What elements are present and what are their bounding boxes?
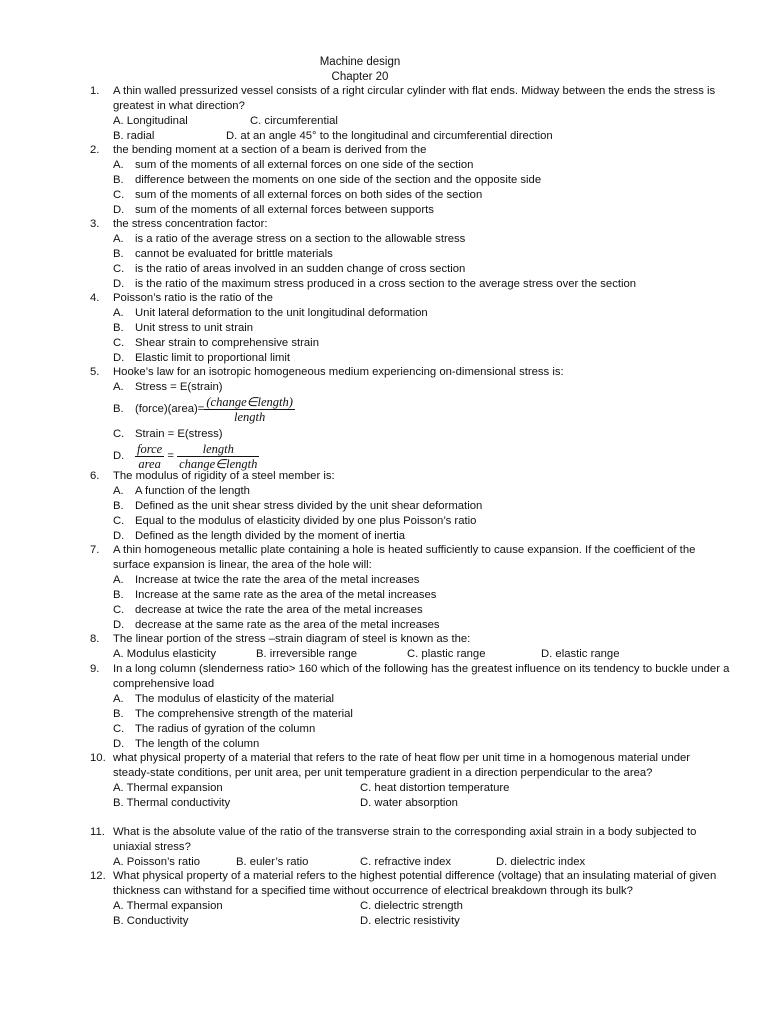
question-number: 7. xyxy=(90,544,100,556)
question-number: 3. xyxy=(90,218,100,230)
option-a: A. Thermal expansion xyxy=(113,781,223,794)
option-d: D. water absorption xyxy=(360,796,458,809)
question-number: 12. xyxy=(90,870,106,882)
option-b: B. Defined as the unit shear stress divided by the unit shear deformation xyxy=(113,499,483,512)
question-text: A thin walled pressurized vessel consists of a right circular cylinder with flat ends. Midway between the ends the stress is greatest in what direction? xyxy=(113,85,716,112)
option-c: C. decrease at twice the rate the area of the metal increases xyxy=(113,603,423,616)
option-a: A. Longitudinal xyxy=(113,114,188,127)
option-d: D. dielectric index xyxy=(496,855,586,868)
option-d: D. is the ratio of the maximum stress produced in a cross section to the average stress over the section xyxy=(113,277,637,290)
question-number: 5. xyxy=(90,366,100,378)
formula-fraction: $\frac{\text{(change∈length)}}{\text{length}}$ xyxy=(206,394,293,424)
option-b: B. irreversible range xyxy=(256,647,358,660)
option-c: C. is the ratio of areas involved in an sudden change of cross section xyxy=(113,262,466,275)
question-11 xyxy=(90,825,730,870)
option-a: A. Modulus elasticity xyxy=(113,647,216,660)
formula-fraction: $\frac{\text{force}}{\text{area}}$ xyxy=(137,441,163,471)
question-number: 11. xyxy=(90,826,105,838)
option-row xyxy=(113,899,730,914)
question-5 xyxy=(90,365,730,474)
option-a: A. A function of the length xyxy=(113,484,250,497)
option-d: D. electric resistivity xyxy=(360,914,460,927)
option-c: C. plastic range xyxy=(407,647,486,660)
option-a: A. is a ratio of the average stress on a section to the allowable stress xyxy=(113,232,466,245)
formula-fraction: $\frac{\text{length}}{\text{change∈length}}$ xyxy=(179,441,258,471)
question-number: 10. xyxy=(90,752,106,764)
option-b: B. Unit stress to unit strain xyxy=(113,321,254,334)
option-d: D. Elastic limit to proportional limit xyxy=(113,351,291,364)
question-1 xyxy=(90,84,730,144)
question-text: The linear portion of the stress –strain diagram of steel is known as the: xyxy=(113,633,471,645)
question-number: 8. xyxy=(90,633,100,645)
option-row xyxy=(113,796,730,811)
option-b: B. Thermal conductivity xyxy=(113,796,231,809)
option-c: C. refractive index xyxy=(360,855,452,868)
option-row xyxy=(113,647,730,662)
chapter-heading: Chapter 20 xyxy=(331,71,389,83)
option-b: B. Conductivity xyxy=(113,914,189,927)
option-c: C. The radius of gyration of the column xyxy=(113,722,316,735)
option-b: B. (force)(area)= $\frac{\text{(change∈length)}}{\text{length}}$ xyxy=(113,394,293,424)
option-d: D. elastic range xyxy=(541,647,620,660)
option-a: A. Thermal expansion xyxy=(113,899,223,912)
question-number: 4. xyxy=(90,292,100,304)
question-9 xyxy=(90,662,730,751)
option-d: D. The length of the column xyxy=(113,737,260,750)
option-b: B. radial xyxy=(113,129,155,142)
question-number: 9. xyxy=(90,663,100,675)
option-b: B. cannot be evaluated for brittle materials xyxy=(113,247,333,260)
option-a: A. The modulus of elasticity of the material xyxy=(113,692,335,705)
option-c: C. heat distortion temperature xyxy=(360,781,510,794)
question-text: A thin homogeneous metallic plate containing a hole is heated sufficiently to cause expansion. If the coefficient of the surface expansion is linear, the area of the hole will: xyxy=(113,544,696,571)
option-c: C. Equal to the modulus of elasticity divided by one plus Poisson’s ratio xyxy=(113,514,477,527)
option-c: C. Shear strain to comprehensive strain xyxy=(113,336,319,349)
document-title: Machine design xyxy=(319,56,401,68)
question-8 xyxy=(90,632,730,662)
question-12 xyxy=(90,869,730,929)
option-b: B. Increase at the same rate as the area of the metal increases xyxy=(113,588,437,601)
question-7 xyxy=(90,543,730,632)
option-row xyxy=(113,855,730,870)
option-a: A. Poisson’s ratio xyxy=(113,855,201,868)
question-text: What physical property of a material refers to the highest potential difference (voltage) that an insulating material of given thickness can withstand for a specified time without occurrence of electrical breakdown through its bulk? xyxy=(113,870,717,897)
question-number: 2. xyxy=(90,144,100,156)
option-a: A. Unit lateral deformation to the unit longitudinal deformation xyxy=(113,306,428,319)
question-6 xyxy=(90,469,730,544)
question-4 xyxy=(90,291,730,366)
option-d: D. at an angle 45° to the longitudinal and circumferential direction xyxy=(226,129,553,142)
option-d: D. Defined as the length divided by the moment of inertia xyxy=(113,529,406,542)
option-row xyxy=(113,914,730,929)
option-c: C. circumferential xyxy=(250,114,338,127)
option-c: C. dielectric strength xyxy=(360,899,463,912)
option-row xyxy=(113,781,730,796)
option-d: D. decrease at the same rate as the area of the metal increases xyxy=(113,618,440,631)
option-c: C. sum of the moments of all external forces on both sides of the section xyxy=(113,188,483,201)
question-10 xyxy=(90,751,730,811)
option-b: B. euler’s ratio xyxy=(236,855,309,868)
question-text: the bending moment at a section of a beam is derived from the xyxy=(113,144,427,156)
question-text: The modulus of rigidity of a steel member is: xyxy=(113,470,335,482)
option-b: B. difference between the moments on one side of the section and the opposite side xyxy=(113,173,542,186)
option-a: A. Increase at twice the rate the area of the metal increases xyxy=(113,573,420,586)
question-number: 1. xyxy=(90,85,100,97)
question-number: 6. xyxy=(90,470,100,482)
question-text: Hooke’s law for an isotropic homogeneous medium experiencing on-dimensional stress is: xyxy=(113,366,564,378)
option-c: C. Strain = E(stress) xyxy=(113,427,223,440)
question-text: the stress concentration factor: xyxy=(113,218,268,230)
question-text: what physical property of a material that refers to the rate of heat flow per unit time in a homogenous material under steady-state conditions, per unit area, per unit temperature gradient in a direction perpendicular to the area? xyxy=(113,752,691,779)
question-text: Poisson’s ratio is the ratio of the xyxy=(113,292,273,304)
option-d: D. $\frac{\text{force}}{\text{area}}$ = $\frac{\text{length}}{\text{change∈length}}$ xyxy=(113,441,258,471)
option-a: A. sum of the moments of all external forces on one side of the section xyxy=(113,158,474,171)
option-row xyxy=(113,114,730,129)
question-2 xyxy=(90,143,730,218)
question-3 xyxy=(90,217,730,292)
option-d: D. sum of the moments of all external forces between supports xyxy=(113,203,434,216)
option-a: A. Stress = E(strain) xyxy=(113,380,223,393)
question-text: In a long column (slenderness ratio> 160 which of the following has the greatest influence on its tendency to buckle under a comprehensive load xyxy=(113,663,730,690)
option-row xyxy=(113,129,730,144)
option-b: B. The comprehensive strength of the material xyxy=(113,707,353,720)
question-text: What is the absolute value of the ratio of the transverse strain to the corresponding axial strain in a body subjected to uniaxial stress? xyxy=(113,826,697,853)
